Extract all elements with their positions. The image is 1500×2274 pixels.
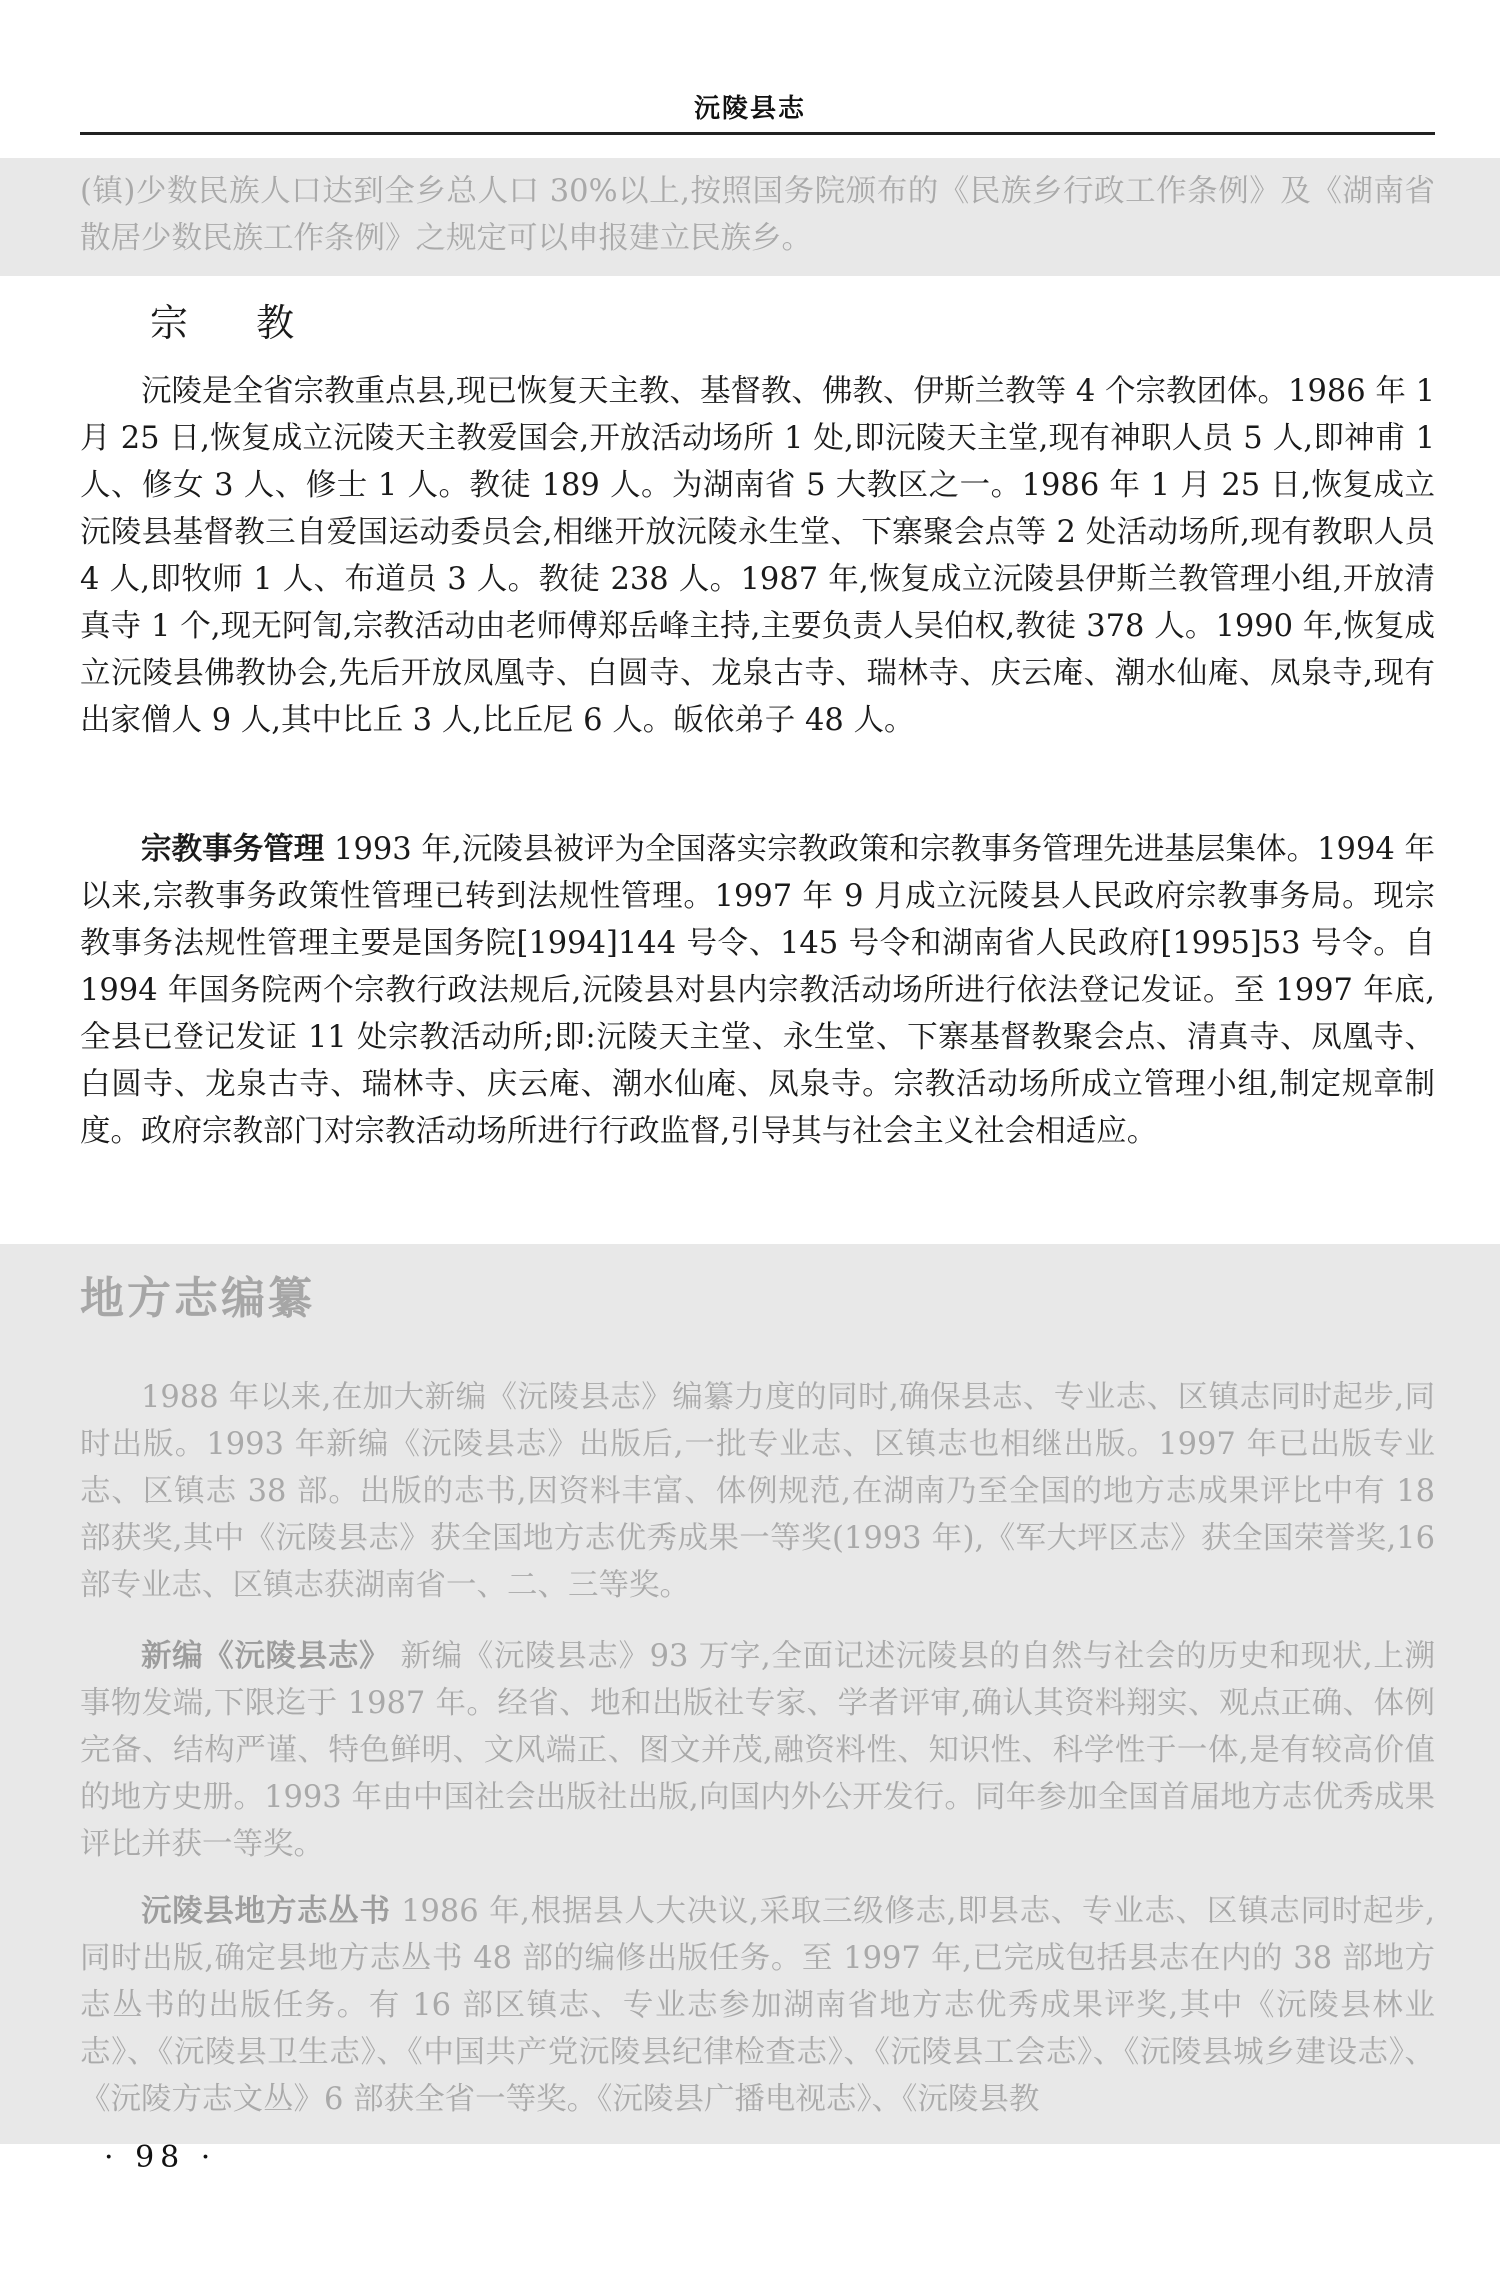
header-rule (80, 132, 1435, 135)
religion-paragraph-1: 沅陵是全省宗教重点县,现已恢复天主教、基督教、佛教、伊斯兰教等 4 个宗教团体。1986 年 1 月 25 日,恢复成立沅陵天主教爱国会,开放活动场所 1 处,即沅陵天主堂,现有神职人员 5 人,即神甫 1 人、修女 3 人、修士 1 人。教徒 189 人。为湖南省 5 大教区之一。1986 年 1 月 25 日,恢复成立沅陵县基督教三自爱国运动委员会,相继开放沅陵永生堂、下寨聚会点等 2 处活动场所,现有教职人员 4 人,即牧师 1 人、布道员 3 人。教徒 238 人。1987 年,恢复成立沅陵县伊斯兰教管理小组,开放清真寺 1 个,现无阿訇,宗教活动由老师傅郑岳峰主持,主要负责人吴伯权,教徒 378 人。1990 年,恢复成立沅陵县佛教协会,先后开放凤凰寺、白圆寺、龙泉古寺、瑞林寺、庆云庵、潮水仙庵、凤泉寺,现有出家僧人 9 人,其中比丘 3 人,比丘尼 6 人。皈依弟子 48 人。 (80, 374, 1435, 738)
gazetteer-paragraph-3 (80, 1888, 1435, 2123)
page-number: · 98 · (104, 2140, 217, 2175)
religion-affairs-lead: 宗教事务管理 (141, 832, 325, 867)
religion-paragraph-2 (80, 826, 1435, 1155)
section-heading-gazetteer: 地方志编纂 (80, 1273, 315, 1324)
gazetteer-paragraph-2 (80, 1633, 1435, 1868)
new-gazetteer-lead: 新编《沅陵县志》 (141, 1639, 391, 1674)
top-continuation-paragraph: (镇)少数民族人口达到全乡总人口 30%以上,按照国务院颁布的《民族乡行政工作条例》及《湖南省散居少数民族工作条例》之规定可以申报建立民族乡。 (80, 174, 1435, 256)
gazetteer-paragraph-1: 1988 年以来,在加大新编《沅陵县志》编纂力度的同时,确保县志、专业志、区镇志同时起步,同时出版。1993 年新编《沅陵县志》出版后,一批专业志、区镇志也相继出版。1997 年已出版专业志、区镇志 38 部。出版的志书,因资料丰富、体例规范,在湖南乃至全国的地方志成果评比中有 18 部获奖,其中《沅陵县志》获全国地方志优秀成果一等奖(1993 年),《军大坪区志》获全国荣誉奖,16 部专业志、区镇志获湖南省一、二、三等奖。 (80, 1380, 1435, 1603)
running-header-title: 沅陵县志 (693, 94, 806, 124)
series-lead: 沅陵县地方志丛书 (141, 1894, 391, 1929)
new-gazetteer-body: 新编《沅陵县志》93 万字,全面记述沅陵县的自然与社会的历史和现状,上溯事物发端,下限迄于 1987 年。经省、地和出版社专家、学者评审,确认其资料翔实、观点正确、体例完备、结构严谨、特色鲜明、文风端正、图文并茂,融资料性、知识性、科学性于一体,是有较高价值的地方史册。1993 年由中国社会出版社出版,向国内外公开发行。同年参加全国首届地方志优秀成果评比并获一等奖。 (80, 1639, 1435, 1862)
series-body: 1986 年,根据县人大决议,采取三级修志,即县志、专业志、区镇志同时起步,同时出版,确定县地方志丛书 48 部的编修出版任务。至 1997 年,已完成包括县志在内的 38 部地方志丛书的出版任务。有 16 部区镇志、专业志参加湖南省地方志优秀成果评奖,其中《沅陵县林业志》、《沅陵县卫生志》、《中国共产党沅陵县纪律检查志》、《沅陵县工会志》、《沅陵县城乡建设志》、《沅陵方志文丛》6 部获全省一等奖。《沅陵县广播电视志》、《沅陵县教 (80, 1894, 1436, 2117)
religion-affairs-body: 1993 年,沅陵县被评为全国落实宗教政策和宗教事务管理先进基层集体。1994 年以来,宗教事务政策性管理已转到法规性管理。1997 年 9 月成立沅陵县人民政府宗教事务局。现宗教事务法规性管理主要是国务院[1994]144 号令、145 号令和湖南省人民政府[1995]53 号令。自 1994 年国务院两个宗教行政法规后,沅陵县对县内宗教活动场所进行依法登记发证。至 1997 年底,全县已登记发证 11 处宗教活动所;即:沅陵天主堂、永生堂、下寨基督教聚会点、清真寺、凤凰寺、白圆寺、龙泉古寺、瑞林寺、庆云庵、潮水仙庵、凤泉寺。宗教活动场所成立管理小组,制定规章制度。政府宗教部门对宗教活动场所进行行政监督,引导其与社会主义社会相适应。 (80, 832, 1435, 1149)
section-heading-religion: 宗 教 (150, 301, 323, 345)
